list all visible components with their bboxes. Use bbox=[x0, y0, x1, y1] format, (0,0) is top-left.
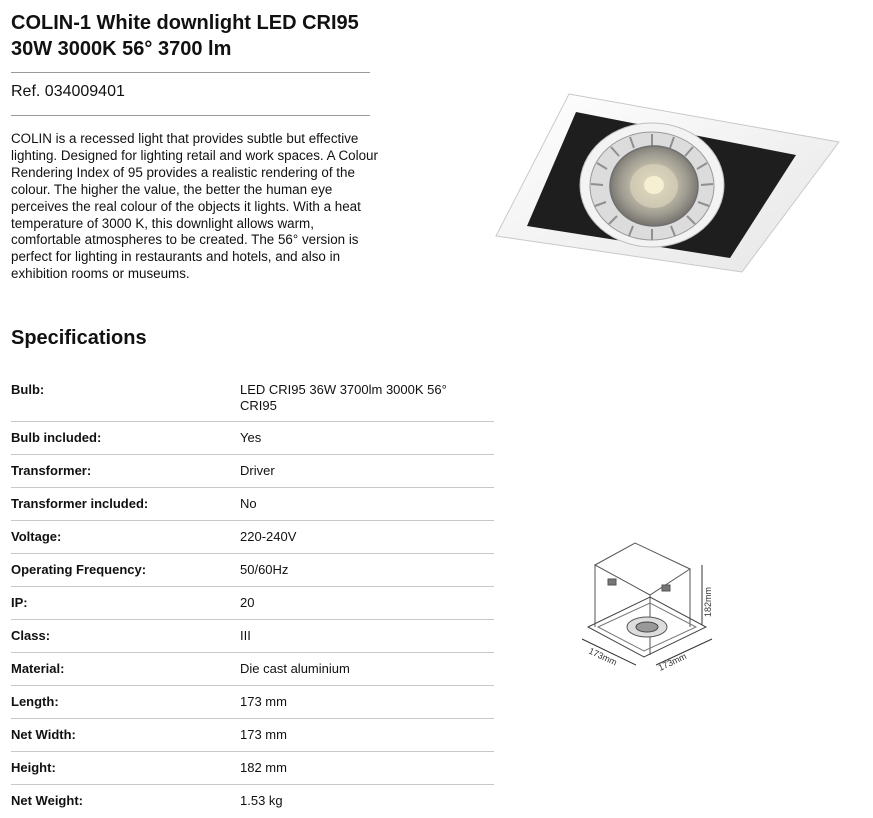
spec-label: Net Width: bbox=[11, 727, 76, 742]
spec-row-transformer bbox=[11, 455, 494, 488]
dimension-height-label: 182mm bbox=[703, 586, 713, 617]
spec-label: Voltage: bbox=[11, 529, 62, 544]
spec-label: Bulb included: bbox=[11, 430, 102, 445]
spec-value: III bbox=[240, 628, 251, 643]
spec-row-voltage bbox=[11, 521, 494, 554]
divider bbox=[11, 72, 370, 73]
divider bbox=[11, 115, 370, 116]
spec-label: Height: bbox=[11, 760, 56, 775]
spec-label: Length: bbox=[11, 694, 59, 709]
product-photo bbox=[494, 90, 844, 280]
dimension-length-label: 173mm bbox=[587, 645, 619, 668]
spec-value: Yes bbox=[240, 430, 262, 445]
spec-label: Material: bbox=[11, 661, 65, 676]
spec-label: Transformer included: bbox=[11, 496, 149, 511]
spec-row-height bbox=[11, 752, 494, 785]
spec-value: Die cast aluminium bbox=[240, 661, 350, 676]
spec-label: Operating Frequency: bbox=[11, 562, 147, 577]
spec-label: Transformer: bbox=[11, 463, 92, 478]
spec-row-bulb-included bbox=[11, 422, 494, 455]
product-description: COLIN is a recessed light that provides subtle but effective lighting. Designed for lighting retail and work spaces. A Colour Rendering Index of 95 provides a realistic rendering of the colour. The higher the value, the better the human eye perceives the real colour of the objects it lights. With a heat temperature of 3000 K, this downlight allows warm, comfortable atmospheres to be created. The 56° version is perfect for lighting in restaurants and hotels, and also in exhibition rooms or museums. bbox=[11, 131, 378, 282]
spec-label: Bulb: bbox=[11, 382, 45, 397]
spec-row-material bbox=[11, 653, 494, 686]
product-title: COLIN-1 White downlight LED CRI95 30W 3000K 56° 3700 lm bbox=[11, 12, 359, 60]
spec-value: Driver bbox=[240, 463, 275, 478]
spec-row-operating-frequency bbox=[11, 554, 494, 587]
spec-value: 1.53 kg bbox=[240, 793, 283, 808]
spec-value: 173 mm bbox=[240, 694, 287, 709]
spec-value: 50/60Hz bbox=[240, 562, 289, 577]
spec-value: LED CRI95 36W 3700lm 3000K 56° CRI95 bbox=[240, 382, 447, 413]
spec-label: Class: bbox=[11, 628, 51, 643]
spec-row-net-width bbox=[11, 719, 494, 752]
product-reference: Ref. 034009401 bbox=[11, 83, 125, 100]
spec-row-ip bbox=[11, 587, 494, 620]
dimension-drawing bbox=[580, 535, 730, 675]
spec-value: No bbox=[240, 496, 257, 511]
spec-label: Net Weight: bbox=[11, 793, 83, 808]
spec-label: IP: bbox=[11, 595, 28, 610]
specifications-table bbox=[11, 372, 494, 818]
spec-value: 182 mm bbox=[240, 760, 287, 775]
spec-row-bulb bbox=[11, 372, 494, 422]
specifications-heading: Specifications bbox=[11, 327, 147, 349]
spec-row-class bbox=[11, 620, 494, 653]
spec-value: 220-240V bbox=[240, 529, 297, 544]
dimension-width-label: 173mm bbox=[656, 651, 689, 673]
spec-value: 173 mm bbox=[240, 727, 287, 742]
spec-row-net-weight bbox=[11, 785, 494, 818]
spec-row-length bbox=[11, 686, 494, 719]
spec-value: 20 bbox=[240, 595, 255, 610]
spec-row-transformer-included bbox=[11, 488, 494, 521]
